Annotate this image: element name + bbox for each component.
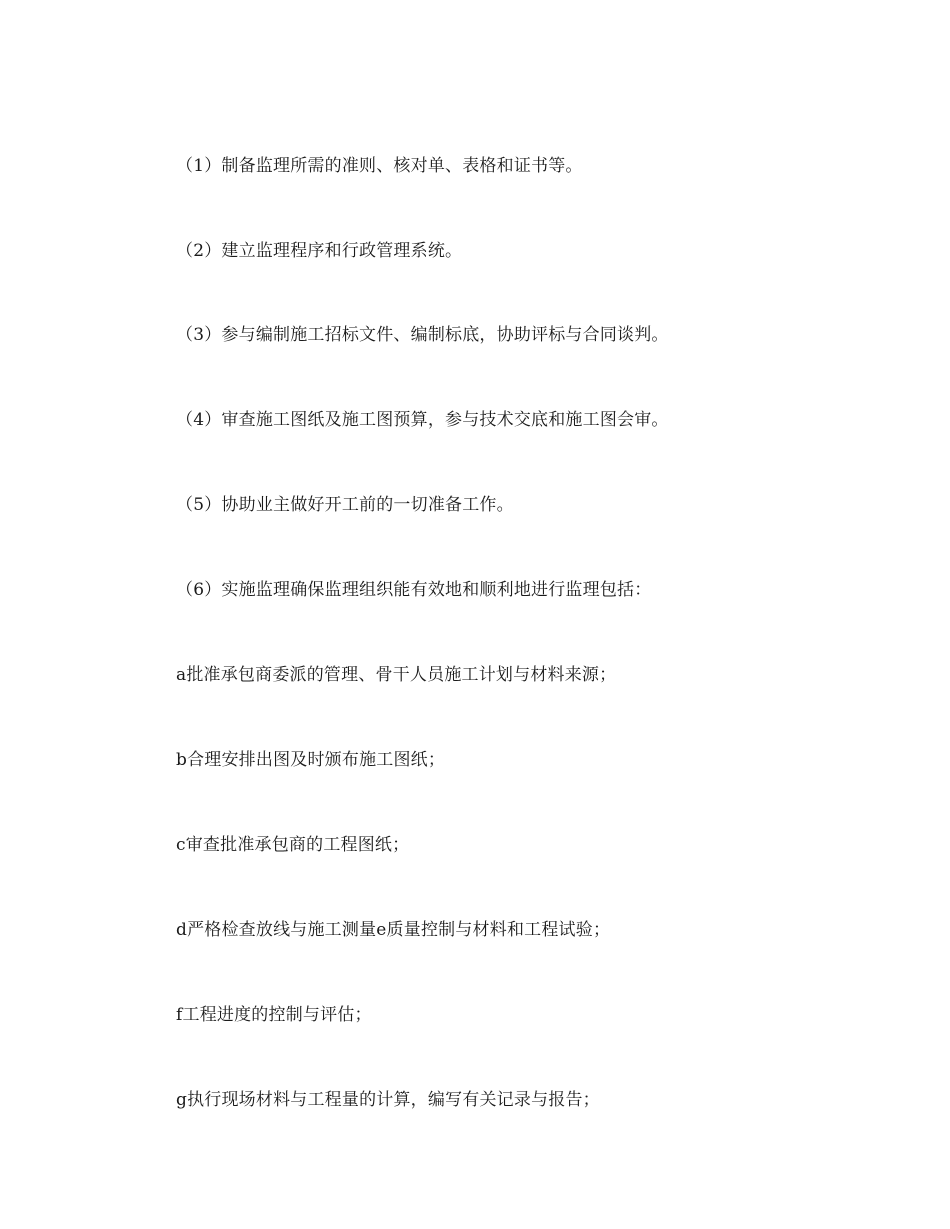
- sub-item-g: g执行现场材料与工程量的计算，编写有关记录与报告；: [176, 1090, 600, 1110]
- list-item-3: （3）参与编制施工招标文件、编制标底，协助评标与合同谈判。: [176, 325, 669, 345]
- sub-item-d: d严格检查放线与施工测量e质量控制与材料和工程试验；: [176, 920, 611, 940]
- list-item-5: （5）协助业主做好开工前的一切准备工作。: [176, 495, 514, 515]
- list-item-1: （1）制备监理所需的准则、核对单、表格和证书等。: [176, 156, 583, 176]
- list-item-4: （4）审查施工图纸及施工图预算，参与技术交底和施工图会审。: [176, 410, 669, 430]
- sub-item-a: a批准承包商委派的管理、骨干人员施工计划与材料来源；: [176, 665, 617, 685]
- sub-item-f: f工程进度的控制与评估；: [176, 1005, 372, 1025]
- sub-item-b: b合理安排出图及时颁布施工图纸；: [176, 750, 446, 770]
- list-item-6: （6）实施监理确保监理组织能有效地和顺利地进行监理包括：: [176, 580, 652, 600]
- sub-item-c: c审查批准承包商的工程图纸；: [176, 835, 410, 855]
- list-item-2: （2）建立监理程序和行政管理系统。: [176, 241, 463, 261]
